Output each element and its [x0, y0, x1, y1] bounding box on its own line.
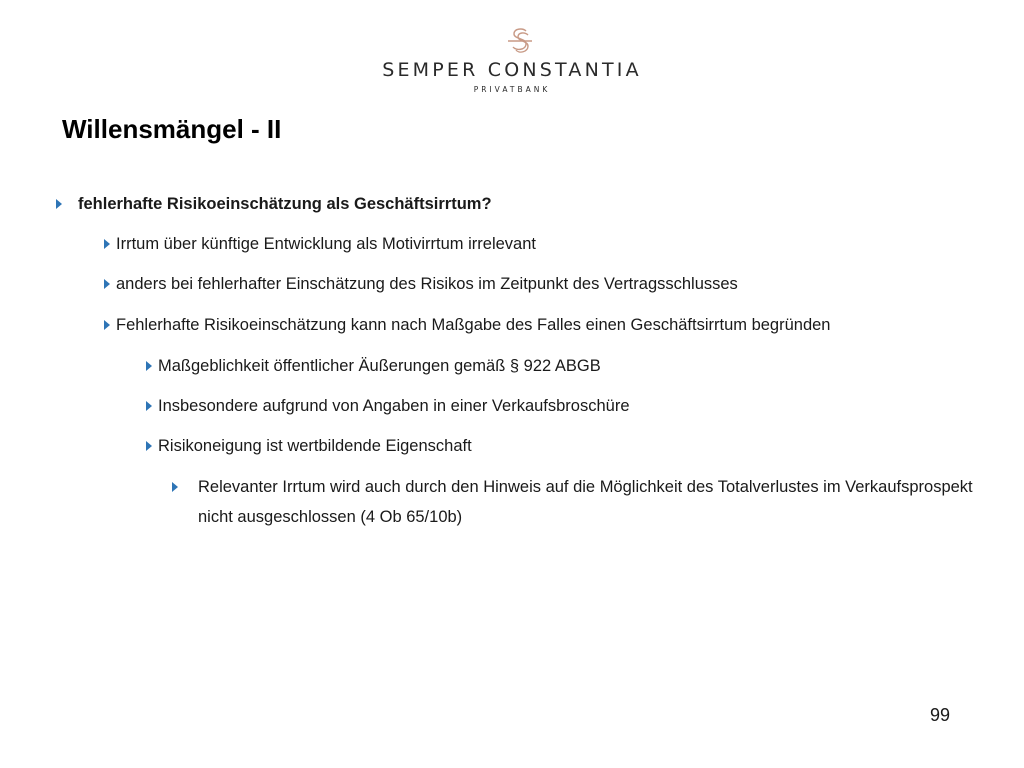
bullet-level-1	[56, 189, 492, 219]
bullet-level-2	[104, 229, 536, 259]
bullet-level-3	[146, 431, 472, 461]
logo-subtitle: PRIVATBANK	[473, 85, 551, 94]
triangle-bullet-icon	[56, 199, 62, 209]
sc-monogram-icon	[505, 26, 535, 56]
bank-logo	[0, 0, 1024, 110]
bullet-text: Maßgeblichkeit öffentlicher Äußerungen gemäß § 922 ABGB	[158, 357, 601, 375]
bullet-text: Fehlerhafte Risikoeinschätzung kann nach Maßgabe des Falles einen Geschäftsirrtum begründen	[116, 316, 831, 334]
bullet-level-4	[172, 472, 992, 532]
bullet-level-3	[146, 391, 630, 421]
bullet-level-2	[104, 310, 831, 340]
bullet-text: Insbesondere aufgrund von Angaben in einer Verkaufsbroschüre	[158, 397, 630, 415]
triangle-bullet-icon	[146, 401, 152, 411]
page-number: 99	[930, 705, 951, 725]
triangle-bullet-icon	[172, 482, 178, 492]
triangle-bullet-icon	[146, 361, 152, 371]
bullet-level-2	[104, 269, 738, 299]
triangle-bullet-icon	[104, 239, 110, 249]
triangle-bullet-icon	[146, 441, 152, 451]
bullet-text: Relevanter Irrtum wird auch durch den Hinweis auf die Möglichkeit des Totalverlustes im Verkaufsprospekt nicht ausgeschlossen (4 Ob 65/10b)	[198, 478, 973, 526]
bullet-text: Risikoneigung ist wertbildende Eigenschaft	[158, 437, 472, 455]
bullet-text: anders bei fehlerhafter Einschätzung des Risikos im Zeitpunkt des Vertragsschlusses	[116, 275, 738, 293]
bullet-text: fehlerhafte Risikoeinschätzung als Geschäftsirrtum?	[78, 195, 492, 213]
triangle-bullet-icon	[104, 320, 110, 330]
bullet-level-3	[146, 351, 601, 381]
slide-title: Willensmängel - II	[62, 114, 282, 144]
logo-name: SEMPER CONSTANTIA	[382, 59, 642, 81]
triangle-bullet-icon	[104, 279, 110, 289]
bullet-text: Irrtum über künftige Entwicklung als Motivirrtum irrelevant	[116, 235, 536, 253]
